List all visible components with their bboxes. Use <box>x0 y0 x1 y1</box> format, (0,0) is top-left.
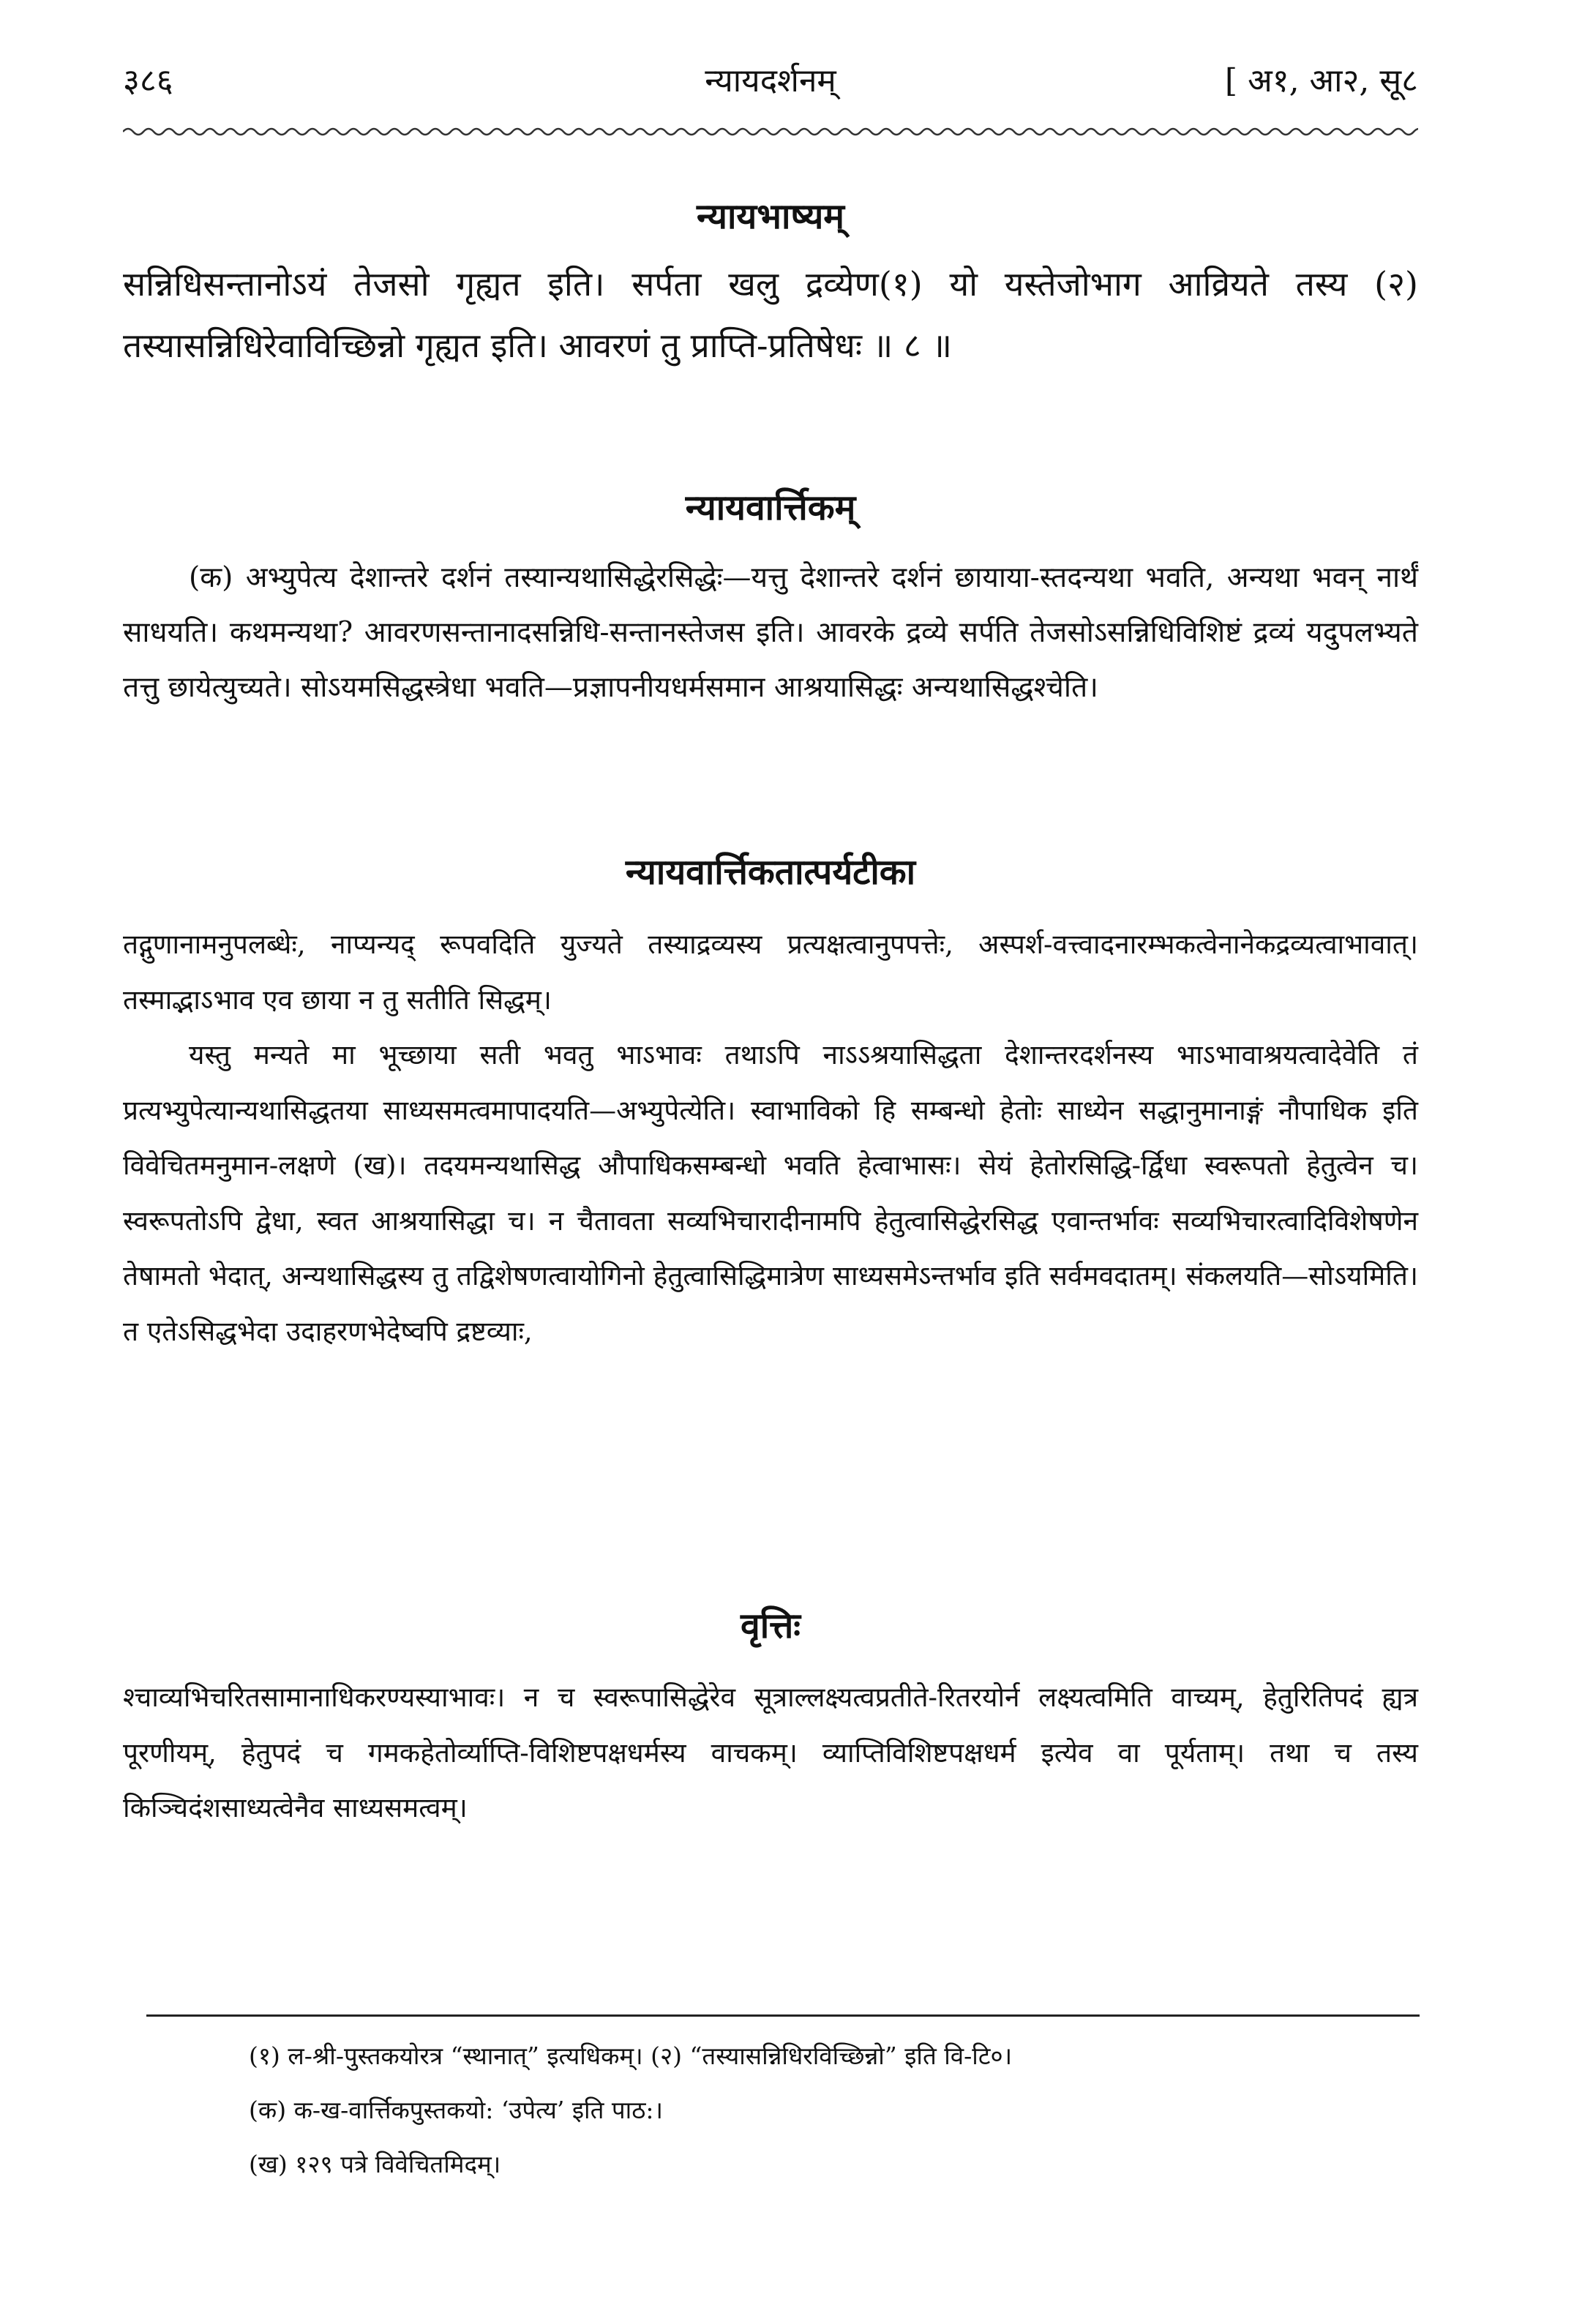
footnote-1-2: (१) ल-श्री-पुस्तकयोरत्र “स्थानात्” इत्यधिकम्। (२) “तस्यासन्निधिरविच्छिन्नो” इति वि-टि०। <box>249 2042 1013 2070</box>
tatparya-paragraph-2: यस्तु मन्यते मा भूच्छाया सती भवतु भाऽभावः तथाऽपि नाऽऽश्रयासिद्धता देशान्तरदर्शनस्य भाऽभावाश्रयत्वादेवेति तं प्रत्यभ्युपेत्यान्यथासिद्धतया साध्यसमत्वमापादयति—अभ्युपेत्येति। स्वाभाविको हि सम्बन्धो हेतोः साध्येन सद्धानुमानाङ्गं नौपाधिक इति विवेचितमनुमान-लक्षणे (ख)। तदयमन्यथासिद्ध औपाधिकसम्बन्धो भवति हेत्वाभासः। सेयं हेतोरसिद्धि-र्द्विधा स्वरूपतो हेतुत्वेन च। स्वरूपतोऽपि द्वेधा, स्वत आश्रयासिद्धा च। न चैतावता सव्यभिचारादीनामपि हेतुत्वासिद्धेरसिद्ध एवान्तर्भावः सव्यभिचारत्वादिविशेषणेन तेषामतो भेदात्, अन्यथासिद्धस्य तु तद्विशेषणत्वायोगिनो हेतुत्वासिद्धिमात्रेण साध्यसमेऽन्तर्भाव इति सर्वमवदातम्। संकलयति—सोऽयमिति। त एतेऽसिद्धभेदा उदाहरणभेदेष्वपि द्रष्टव्याः, <box>123 1039 1418 1347</box>
footnote-kha: (ख) १२९ पत्रे विवेचितमिदम्। <box>249 2150 501 2178</box>
section-title-tatparya: न्यायवार्त्तिकतात्पर्यटीका <box>625 852 916 893</box>
running-title: न्यायदर्शनम् <box>705 62 836 100</box>
vartika-text: (क) अभ्युपेत्य देशान्तरे दर्शनं तस्यान्यथासिद्धेरसिद्धेः—यत्तु देशान्तरे दर्शनं छायाया-स्तदन्यथा भवति, अन्यथा भवन् नार्थं साधयति। कथमन्यथा? आवरणसन्तानादसन्निधि-सन्तानस्तेजस इति। आवरके द्रव्ये सर्पति तेजसोऽसन्निधिविशिष्टं द्रव्यं यदुपलभ्यते तत्तु छायेत्युच्यते। सोऽयमसिद्धस्त्रेधा भवति—प्रज्ञापनीयधर्मसमान आश्रयासिद्धः अन्यथासिद्धश्चेति। <box>123 561 1418 704</box>
chapter-reference: [ अ१, आ२, सू८ <box>1224 62 1418 100</box>
footnote-ka: (क) क-ख-वार्त्तिकपुस्तकयो: ‘उपेत्य’ इति पाठ:। <box>249 2096 663 2124</box>
page-header <box>123 57 1418 116</box>
section-title-vritti: वृत्तिः <box>741 1605 801 1646</box>
header-wavy-rule <box>123 123 1418 140</box>
bhashya-text: सन्निधिसन्तानोऽयं तेजसो गृह्यत इति। सर्पता खलु द्रव्येण(१) यो यस्तेजोभाग आव्रियते तस्य (२) तस्यासन्निधिरेवाविच्छिन्नो गृह्यत इति। आवरणं तु प्राप्ति-प्रतिषेधः ॥ ८ ॥ <box>123 264 1418 365</box>
vritti-text: श्चाव्यभिचरितसामानाधिकरण्यस्याभावः। न च स्वरूपासिद्धेरेव सूत्राल्लक्ष्यत्वप्रतीते-रितरयोर्न लक्ष्यत्वमिति वाच्यम्, हेतुरितिपदं ह्यत्र पूरणीयम्, हेतुपदं च गमकहेतोर्व्याप्ति-विशिष्टपक्षधर्मस्य वाचकम्। व्याप्तिविशिष्टपक्षधर्म इत्येव वा पूर्यताम्। तथा च तस्य किञ्चिदंशसाध्यत्वेनैव साध्यसमत्वम्। <box>123 1682 1418 1823</box>
section-title-bhashya: न्यायभाष्यम् <box>696 196 845 237</box>
section-title-vartika: न्यायवार्त्तिकम् <box>685 487 856 528</box>
tatparya-paragraph-1: तद्गुणानामनुपलब्धेः, नाप्यन्यद् रूपवदिति युज्यते तस्याद्रव्यस्य प्रत्यक्षत्वानुपपत्तेः, अस्पर्श-वत्त्वादनारम्भकत्वेनानेकद्रव्यत्वाभावात्। तस्माद्भाऽभाव एव छाया न तु सतीति सिद्धम्। <box>123 929 1418 1016</box>
page-number: ३८६ <box>123 62 173 100</box>
footnote-separator <box>146 2014 1420 2017</box>
